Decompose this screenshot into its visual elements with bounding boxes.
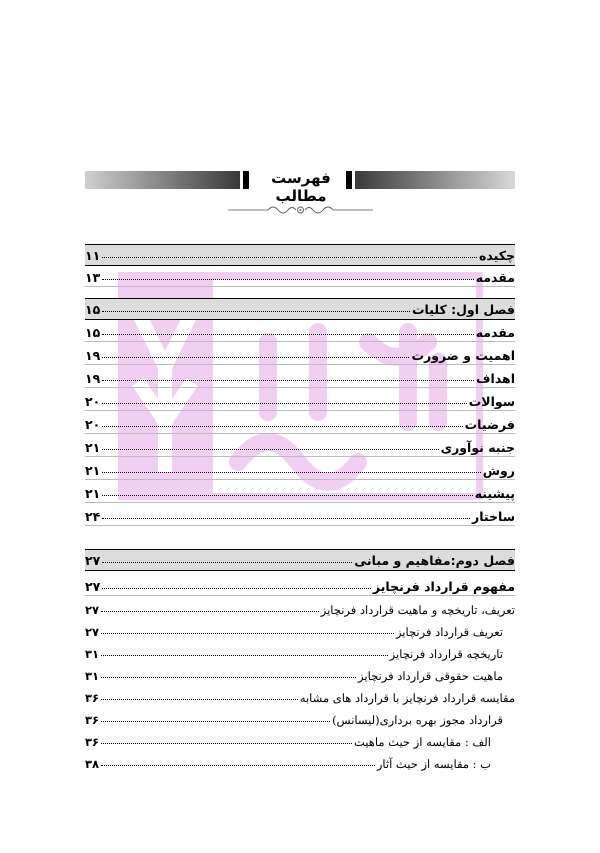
toc-entry[interactable] (85, 707, 515, 727)
toc-entry-title: تاریخچه قرارداد فرنچایز (389, 647, 503, 661)
row-separator (85, 387, 515, 388)
row-separator (85, 364, 515, 365)
toc-entry[interactable] (85, 458, 515, 478)
header-left-gradient-bar (85, 171, 240, 189)
toc-entry[interactable] (85, 548, 515, 568)
toc-entry[interactable] (85, 343, 515, 363)
toc-entry-page-number: ۳۱ (85, 647, 100, 661)
toc-entry-page-number: ۱۹ (85, 371, 101, 386)
dot-leader (101, 611, 319, 612)
toc-entry-title: تعریف، تاریخچه و ماهیت قرارداد فرنچایز (320, 603, 515, 617)
dot-leader (102, 279, 473, 280)
toc-entry-title: الف : مقایسه از حیث ماهیت (354, 735, 491, 749)
dot-leader (102, 588, 371, 589)
toc-entry-page-number: ۱۱ (85, 248, 101, 263)
row-separator (85, 595, 515, 596)
toc-entry[interactable] (85, 641, 515, 661)
toc-entry-page-number: ۲۷ (85, 579, 101, 594)
toc-entry-title: فصل دوم:مفاهیم و مبانی (354, 553, 515, 568)
toc-entry-title: مقدمه (475, 270, 515, 285)
toc-entry[interactable] (85, 366, 515, 386)
header-left-block (243, 171, 249, 189)
dot-leader (102, 472, 481, 473)
row-separator (85, 502, 515, 503)
toc-entry-page-number: ۲۱ (85, 440, 101, 455)
dot-leader (102, 380, 474, 381)
toc-entry-page-number: ۱۵ (85, 325, 101, 340)
toc-entry-title: چکیده (479, 248, 515, 263)
toc-entry-page-number: ۲۷ (85, 625, 100, 639)
toc-entry[interactable] (85, 320, 515, 340)
row-separator (85, 433, 515, 434)
toc-entry-page-number: ۲۰ (85, 417, 101, 432)
dot-leader (102, 311, 410, 312)
dot-leader (102, 334, 473, 335)
toc-entry-title: اهداف (476, 371, 515, 386)
toc-entry-title: مفهوم قرارداد فرنچایز (372, 579, 515, 594)
ornament-divider-icon (228, 203, 373, 217)
dot-leader (101, 633, 394, 634)
dot-leader (102, 495, 472, 496)
toc-entry-title: ب : مقایسه از حیث آثار (376, 757, 491, 771)
toc-entry[interactable] (85, 619, 515, 639)
toc-entry-title: ساختار (472, 509, 515, 524)
dot-leader (101, 765, 375, 766)
dot-leader (101, 699, 298, 700)
dot-leader (101, 677, 356, 678)
toc-entry-title: ماهیت حقوقی قرارداد فرنچایز (358, 669, 503, 683)
toc-entry-title: تعریف قرارداد فرنچایز (395, 625, 503, 639)
page-title: فهرست مطالب (271, 169, 331, 205)
toc-entry[interactable] (85, 685, 515, 705)
toc-entry[interactable] (85, 435, 515, 455)
dot-leader (102, 449, 438, 450)
dot-leader (102, 357, 409, 358)
toc-entry[interactable] (85, 389, 515, 409)
dot-leader (102, 562, 352, 563)
header-right-gradient-bar (355, 171, 515, 189)
dot-leader (101, 655, 388, 656)
row-separator (85, 341, 515, 342)
toc-entry-page-number: ۳۶ (85, 691, 100, 705)
toc-entry-title: اهمیت و ضرورت (411, 348, 515, 363)
row-separator (85, 286, 515, 287)
toc-entry[interactable] (85, 597, 515, 617)
dot-leader (101, 743, 352, 744)
toc-entry-page-number: ۳۸ (85, 757, 100, 771)
toc-entry-page-number: ۲۷ (85, 603, 100, 617)
dot-leader (102, 403, 466, 404)
row-separator (85, 479, 515, 480)
toc-entry[interactable] (85, 412, 515, 432)
toc-entry-page-number: ۳۶ (85, 735, 100, 749)
toc-entry-title: مقدمه (475, 325, 515, 340)
row-separator (85, 410, 515, 411)
dot-leader (101, 721, 330, 722)
toc-entry-page-number: ۳۱ (85, 669, 100, 683)
toc-entry-page-number: ۱۳ (85, 270, 101, 285)
toc-entry-page-number: ۲۷ (85, 553, 101, 568)
header-right-block (346, 171, 352, 189)
toc-entry-title: جنبه نوآوری (440, 440, 515, 455)
toc-entry-page-number: ۲۰ (85, 394, 101, 409)
toc-entry[interactable] (85, 663, 515, 683)
toc-entry-title: فصل اول: کلیات (412, 302, 515, 317)
row-separator (85, 525, 515, 526)
toc-entry-page-number: ۲۱ (85, 463, 101, 478)
toc-entry-title: سوالات (468, 394, 515, 409)
toc-entry-title: قرارداد مجوز بهره برداری(لیسانس) (332, 713, 503, 727)
toc-entry[interactable] (85, 504, 515, 524)
row-separator (85, 456, 515, 457)
toc-entry-page-number: ۳۶ (85, 713, 100, 727)
toc-entry[interactable] (85, 729, 515, 749)
toc-entry[interactable] (85, 751, 515, 771)
toc-entry-title: پیشینه (474, 486, 515, 501)
toc-entry-title: مقایسه قرارداد فرنچایز با قرارداد های مشابه (299, 691, 515, 705)
dot-leader (102, 426, 462, 427)
toc-entry-page-number: ۱۵ (85, 302, 101, 317)
toc-header (85, 169, 515, 205)
toc-entry-title: فرضیات (464, 417, 515, 432)
toc-entry[interactable] (85, 265, 515, 285)
toc-entry-title: روش (482, 463, 515, 478)
dot-leader (102, 257, 477, 258)
toc-entry[interactable] (85, 297, 515, 317)
toc-entry-page-number: ۲۴ (85, 509, 101, 524)
dot-leader (102, 518, 470, 519)
toc-entry[interactable] (85, 574, 515, 594)
toc-entry[interactable] (85, 481, 515, 501)
toc-entry-page-number: ۲۱ (85, 486, 101, 501)
toc-entry[interactable] (85, 243, 515, 263)
toc-entry-page-number: ۱۹ (85, 348, 101, 363)
